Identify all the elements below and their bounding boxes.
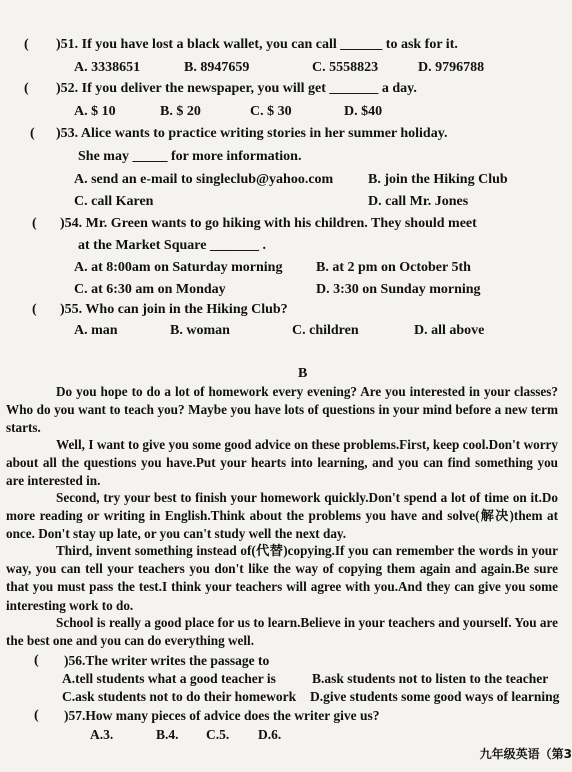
q53-option-c: C. call Karen bbox=[74, 194, 154, 209]
q54-option-a: A. at 8:00am on Saturday morning bbox=[74, 260, 283, 275]
q55-option-c: C. children bbox=[292, 323, 359, 338]
q51-option-c: C. 5558823 bbox=[312, 60, 379, 75]
answer-paren[interactable]: ( bbox=[32, 302, 37, 317]
passage-paragraph-5: School is really a good place for us to learn.Believe in your teachers and yourself. You are the best one and you can do everything well. bbox=[6, 615, 558, 649]
answer-paren[interactable]: ( bbox=[24, 37, 29, 52]
question-55-stem: )55. Who can join in the Hiking Club? bbox=[60, 302, 288, 317]
q56-option-b: B.ask students not to listen to the teacher bbox=[312, 671, 549, 686]
page-footer: 九年级英语（第3 bbox=[479, 747, 572, 761]
q56-option-d: D.give students some good ways of learning bbox=[310, 689, 560, 704]
question-52-stem: )52. If you deliver the newspaper, you will get _______ a day. bbox=[56, 81, 417, 96]
passage-paragraph-2: Well, I want to give you some good advice on these problems.First, keep cool.Don't worry about all the questions you have.Put your hearts into learning, and you can find something you are interested in. bbox=[6, 437, 558, 489]
q51-option-a: A. 3338651 bbox=[74, 60, 141, 75]
q55-option-d: D. all above bbox=[414, 323, 485, 338]
answer-paren[interactable]: ( bbox=[34, 708, 39, 723]
q53-option-a: A. send an e-mail to singleclub@yahoo.com bbox=[74, 172, 334, 187]
q52-option-c: C. $ 30 bbox=[250, 104, 292, 119]
question-56-stem: )56.The writer writes the passage to bbox=[64, 653, 270, 668]
q57-option-c: C.5. bbox=[206, 727, 230, 742]
passage-paragraph-3: Second, try your best to finish your homework quickly.Don't spend a lot of time on it.Do more reading or writing in English.Think about the problems you have and solve(解决)them at once. Don't stay up late, or you can't study well the next day. bbox=[6, 490, 558, 542]
q57-option-b: B.4. bbox=[156, 727, 179, 742]
answer-paren[interactable]: ( bbox=[34, 653, 39, 668]
question-51-stem: )51. If you have lost a black wallet, you can call ______ to ask for it. bbox=[56, 37, 458, 52]
q52-option-a: A. $ 10 bbox=[74, 104, 116, 119]
question-53-stem: )53. Alice wants to practice writing stories in her summer holiday. bbox=[56, 126, 448, 141]
question-54-stem-cont: at the Market Square _______ . bbox=[78, 238, 266, 253]
question-57-stem: )57.How many pieces of advice does the writer give us? bbox=[64, 708, 380, 723]
q53-option-d: D. call Mr. Jones bbox=[368, 194, 469, 209]
q54-option-c: C. at 6:30 am on Monday bbox=[74, 282, 226, 297]
q52-option-d: D. $40 bbox=[344, 104, 383, 119]
q56-option-c: C.ask students not to do their homework bbox=[62, 689, 297, 704]
q54-option-b: B. at 2 pm on October 5th bbox=[316, 260, 471, 275]
q51-option-b: B. 8947659 bbox=[184, 60, 250, 75]
q55-option-b: B. woman bbox=[170, 323, 230, 338]
q55-option-a: A. man bbox=[74, 323, 118, 338]
q57-option-d: D.6. bbox=[258, 727, 282, 742]
passage-paragraph-4: Third, invent something instead of(代替)copying.If you can remember the words in your way, you can tell your teachers you don't like the way of copying them again and again.Be sure that you must pass the test.I think your teachers will agree with you.And they can give you some interesting work to do. bbox=[6, 543, 558, 613]
section-heading-b: B bbox=[298, 366, 308, 381]
answer-paren[interactable]: ( bbox=[30, 126, 35, 141]
q54-option-d: D. 3:30 on Sunday morning bbox=[316, 282, 481, 297]
question-53-stem-cont: She may _____ for more information. bbox=[78, 149, 302, 164]
q52-option-b: B. $ 20 bbox=[160, 104, 201, 119]
answer-paren[interactable]: ( bbox=[32, 216, 37, 231]
q57-option-a: A.3. bbox=[90, 727, 114, 742]
q53-option-b: B. join the Hiking Club bbox=[368, 172, 508, 187]
q56-option-a: A.tell students what a good teacher is bbox=[62, 671, 276, 686]
question-54-stem: )54. Mr. Green wants to go hiking with his children. They should meet bbox=[60, 216, 477, 231]
answer-paren[interactable]: ( bbox=[24, 81, 29, 96]
q51-option-d: D. 9796788 bbox=[418, 60, 485, 75]
passage-paragraph-1: Do you hope to do a lot of homework every evening? Are you interested in your classes? Who do you want to teach you? Maybe you have lots of questions in your mind before a new term starts. bbox=[6, 384, 558, 436]
